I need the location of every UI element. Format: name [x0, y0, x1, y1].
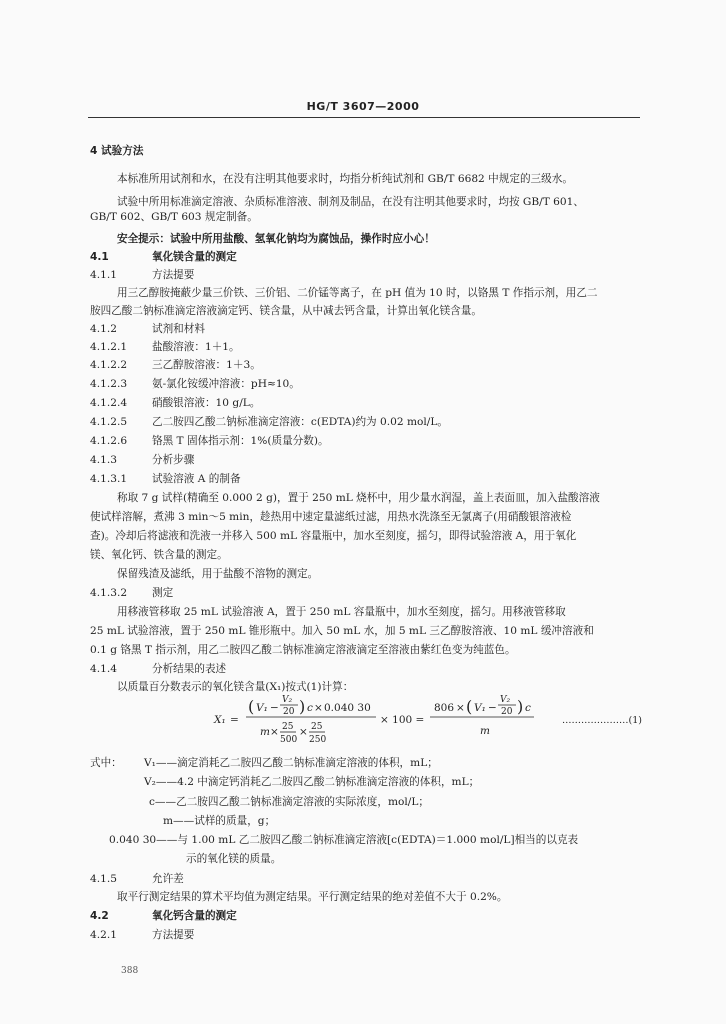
item-text: 盐酸溶液：1＋1。	[152, 341, 240, 353]
method-summary-line-2: 胺四乙酸二钠标准滴定溶液滴定钙、镁含量，从中减去钙含量，计算出氧化镁含量。	[90, 305, 482, 317]
times-sign: ×	[270, 726, 279, 738]
section-4-1-heading	[90, 250, 237, 264]
variable-definition	[144, 775, 479, 789]
section-title: 分析结果的表述	[152, 663, 227, 675]
section-title: 试剂和材料	[152, 323, 205, 335]
v1-symbol: V₁	[256, 702, 268, 714]
item-number: 4.1.2.1	[90, 341, 128, 353]
m-symbol: m	[480, 725, 490, 737]
variable-definition	[144, 756, 438, 770]
def-symbol: 0.040 30——	[109, 834, 178, 846]
item-number: 4.1.2.3	[90, 378, 128, 390]
item-number: 4.1.2.2	[90, 359, 128, 371]
section-4-1-5-heading	[90, 872, 184, 886]
item-number: 4.1.2.6	[90, 435, 128, 447]
twenty: 20	[501, 707, 513, 717]
def-text: 滴定消耗乙二胺四乙酸二钠标准滴定溶液的体积，mL；	[177, 757, 438, 769]
times-sign: ×	[299, 726, 308, 738]
definition-continuation: 示的氧化镁的质量。	[186, 853, 282, 865]
variable-definition	[163, 814, 275, 828]
formula-equals: =	[230, 714, 239, 726]
times-sign: ×	[314, 702, 323, 714]
section-number: 4.1.3.1	[90, 473, 128, 485]
reagent-item	[90, 377, 300, 391]
section-4-1-4-heading	[90, 662, 226, 676]
v2-symbol: V₂	[500, 695, 511, 705]
header-rule	[88, 117, 640, 118]
section-number: 4.1.5	[90, 873, 117, 885]
item-number: 4.1.2.4	[90, 397, 128, 409]
determination-line: 25 mL 试验溶液，置于 250 mL 锥形瓶中。加入 50 mL 水，加 5 mL 三乙醇胺溶液、10 mL 缓冲溶液和	[90, 625, 594, 637]
method-summary-line-1: 用三乙醇胺掩蔽少量三价铁、三价铝、二价锰等离子，在 pH 值为 10 时，以铬黑 T 作指示剂，用乙二	[117, 287, 598, 299]
item-text: 铬黑 T 固体指示剂：1%(质量分数)。	[152, 435, 329, 447]
section-title: 试验溶液 A 的制备	[152, 473, 241, 485]
intro-paragraph-1: 本标准所用试剂和水，在没有注明其他要求时，均指分析纯试剂和 GB/T 6682 中规定的三级水。	[117, 173, 573, 185]
procedure-line: 查)。冷却后将滤液和洗液一并移入 500 mL 容量瓶中，加水至刻度，摇匀，即得试验溶液 A，用于氧化	[90, 530, 577, 542]
paren-open: (	[466, 697, 473, 716]
coefficient: 0.040 30	[324, 702, 371, 714]
determination-line: 用移液管移取 25 mL 试验溶液 A，置于 250 mL 容量瓶中，加水至刻度，摇匀。用移液管移取	[117, 606, 566, 618]
section-title: 氧化钙含量的测定	[152, 910, 237, 922]
v2-symbol: V₂	[282, 695, 293, 705]
variable-definition	[149, 795, 429, 809]
def-text: 与 1.00 mL 乙二胺四乙酸二钠标准滴定溶液[c(EDTA)＝1.000 mol/L]相当的以克表	[177, 834, 579, 846]
formula-graphic	[200, 690, 660, 752]
section-title: 氧化镁含量的测定	[152, 251, 237, 263]
minus-sign: −	[488, 702, 497, 714]
section-number: 4.1.2	[90, 323, 117, 335]
section-title: 允许差	[152, 873, 184, 885]
item-text: 硝酸银溶液：10 g/L。	[152, 397, 261, 409]
reagent-item	[90, 415, 448, 429]
intro-paragraph-2a: 试验中所用标准滴定溶液、杂质标准溶液、制剂及制品，在没有注明其他要求时，均按 GB/T 601、	[117, 196, 584, 208]
def-symbol: V₂——	[144, 776, 178, 788]
twenty: 20	[283, 707, 295, 717]
coef-806: 806	[434, 702, 455, 714]
def-text: 试样的质量，g；	[194, 815, 276, 827]
def-symbol: c——	[149, 796, 177, 808]
page-number: 388	[121, 966, 139, 976]
def-symbol: m——	[163, 815, 195, 827]
section-number: 4.1.4	[90, 663, 117, 675]
section-4-1-1-heading	[90, 268, 194, 282]
item-text: 乙二胺四乙酸二钠标准滴定溶液：c(EDTA)约为 0.02 mol/L。	[152, 416, 448, 428]
section-4-1-3-2-heading	[90, 586, 173, 600]
variable-definition	[109, 833, 578, 847]
section-title: 测定	[152, 587, 174, 599]
times-100: × 100 =	[380, 714, 425, 726]
item-text: 三乙醇胺溶液：1＋3。	[152, 359, 261, 371]
item-number: 4.1.2.5	[90, 416, 128, 428]
paren-close: )	[299, 697, 306, 716]
c-symbol: c	[307, 702, 313, 714]
section-title: 方法提要	[152, 269, 195, 281]
section-number: 4.1.3.2	[90, 587, 128, 599]
section-title: 分析步骤	[152, 454, 195, 466]
procedure-line: 使试样溶解，煮沸 3 min～5 min，趁热用中速定量滤纸过滤，用热水洗涤至无氯离子(用硝酸银溶液检	[90, 511, 572, 523]
times-sign: ×	[456, 702, 465, 714]
section-4-1-3-heading	[90, 453, 194, 467]
section-4-2-heading	[90, 909, 237, 923]
standard-header: HG/T 3607—2000	[306, 100, 420, 113]
procedure-line: 称取 7 g 试样(精确至 0.000 2 g)，置于 250 mL 烧杯中，用少量水润湿，盖上表面皿，加入盐酸溶液	[117, 492, 600, 504]
frac-250: 250	[309, 735, 327, 745]
section-number: 4.1	[90, 251, 109, 263]
v1-symbol: V₁	[474, 702, 486, 714]
frac-500: 500	[280, 735, 298, 745]
formula-lhs: X₁	[214, 714, 226, 726]
frac-25b: 25	[311, 722, 323, 732]
reagent-item	[90, 358, 261, 372]
def-text: 4.2 中滴定钙消耗乙二胺四乙酸二钠标准滴定溶液的体积，mL；	[177, 776, 480, 788]
section-title: 方法提要	[152, 929, 195, 941]
safety-note: 安全提示：试验中所用盐酸、氢氧化钠均为腐蚀品，操作时应小心！	[117, 233, 435, 245]
paren-open: (	[248, 697, 255, 716]
item-text: 氨-氯化铵缓冲溶液：pH≈10。	[152, 378, 300, 390]
section-4-title: 4 试验方法	[90, 145, 144, 157]
minus-sign: −	[270, 702, 279, 714]
section-4-2-1-heading	[90, 928, 194, 942]
frac-25a: 25	[282, 722, 294, 732]
section-number: 4.2.1	[90, 929, 117, 941]
procedure-line: 保留残渣及滤纸，用于盐酸不溶物的测定。	[117, 568, 319, 580]
determination-line: 0.1 g 铬黑 T 指示剂，用乙二胺四乙酸二钠标准滴定溶液滴定至溶液由紫红色变为纯蓝色。	[90, 644, 516, 656]
section-number: 4.1.1	[90, 269, 117, 281]
formula-1	[200, 690, 660, 752]
def-text: 乙二胺四乙酸二钠标准滴定溶液的实际浓度，mol/L；	[176, 796, 430, 808]
intro-paragraph-2b: GB/T 602、GB/T 603 规定制备。	[90, 211, 258, 223]
paren-close: )	[517, 697, 524, 716]
m-symbol: m	[260, 726, 270, 738]
c-symbol: c	[525, 702, 531, 714]
section-4-1-2-heading	[90, 322, 205, 336]
section-4-1-3-1-heading	[90, 472, 241, 486]
reagent-item	[90, 340, 240, 354]
reagent-item	[90, 434, 329, 448]
procedure-line: 镁、氧化钙、铁含量的测定。	[90, 549, 228, 561]
reagent-item	[90, 396, 260, 410]
where-label: 式中：	[90, 757, 122, 769]
def-symbol: V₁——	[144, 757, 178, 769]
tolerance-text: 取平行测定结果的算术平均值为测定结果。平行测定结果的绝对差值不大于 0.2%。	[117, 891, 508, 903]
section-number: 4.2	[90, 910, 109, 922]
section-number: 4.1.3	[90, 454, 117, 466]
equation-number: …………………(1)	[562, 715, 642, 726]
formula-intro: 以质量百分数表示的氧化镁含量(X₁)按式(1)计算：	[117, 681, 354, 693]
